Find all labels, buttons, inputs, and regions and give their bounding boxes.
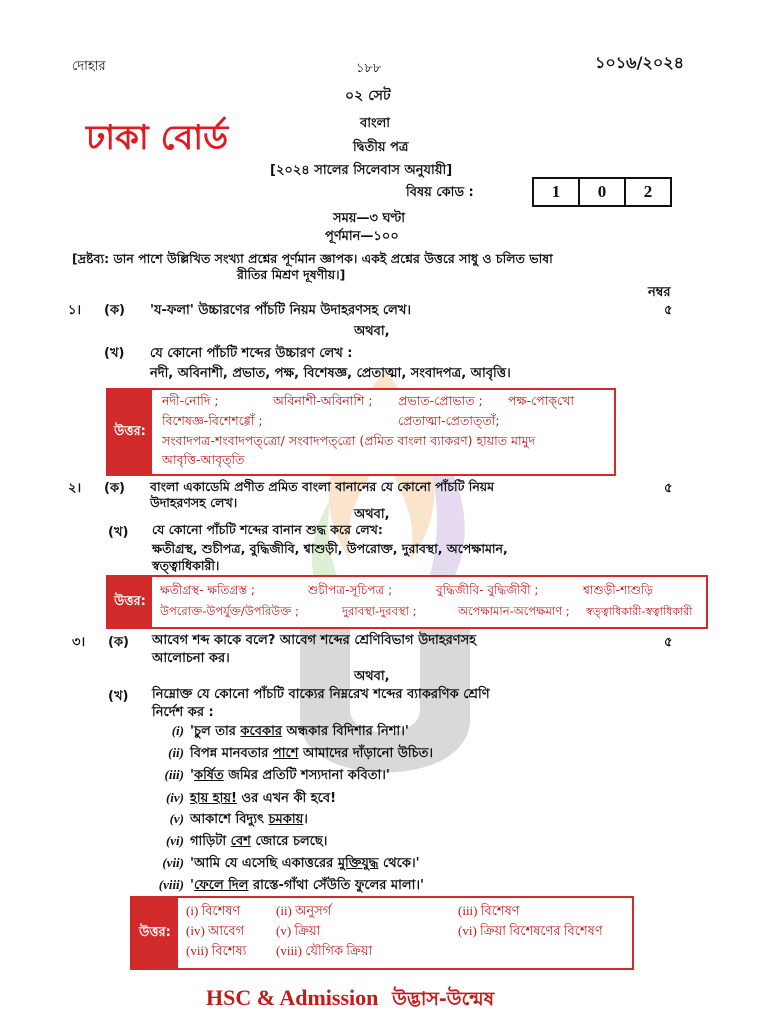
sentence-text: । bbox=[303, 812, 308, 827]
answer-text: শুচীপত্র-সূচিপত্র ; bbox=[308, 583, 393, 597]
q3-answer-box bbox=[130, 896, 634, 970]
answer-text: (v) ক্রিয়া bbox=[276, 923, 321, 938]
q2-b-label: (খ) bbox=[108, 525, 129, 540]
subject-code-label: বিষয় কোড : bbox=[406, 185, 474, 200]
instruction-line-2: রীতির মিশ্রণ দূষণীয়।] bbox=[237, 267, 346, 282]
answer-text: পক্ষ-পোক্‌খো bbox=[508, 393, 574, 408]
q3-sentence bbox=[148, 810, 308, 828]
answer-text: প্রেতাত্মা-প্রেতাত্‌তাঁ; bbox=[398, 413, 500, 428]
answer-text: (iii) বিশেষণ bbox=[458, 903, 520, 918]
answer-text: (vi) ক্রিয়া বিশেষণের বিশেষণ bbox=[458, 923, 603, 938]
answer-text: (vii) বিশেষ্য bbox=[186, 943, 247, 958]
sentence-text: অন্ধকার বিদিশার নিশা।' bbox=[282, 724, 409, 739]
footer-brand bbox=[206, 985, 494, 1017]
sentence-text: গাড়িটা bbox=[190, 834, 231, 849]
q1-answer-label: উত্তর: bbox=[108, 390, 152, 474]
subject-name: বাংলা bbox=[360, 116, 391, 131]
marks-column-header: নম্বর bbox=[648, 285, 671, 300]
q3-sentence bbox=[148, 744, 433, 762]
answer-text: নদী-নোদি ; bbox=[162, 393, 219, 408]
underlined-word: ফেলে দিল bbox=[193, 878, 249, 893]
sentence-text: জোরে চলছে। bbox=[250, 834, 328, 849]
q1-number: ১। bbox=[68, 303, 82, 318]
underlined-word: পাশে bbox=[272, 746, 299, 761]
header-left-text: দোহার bbox=[72, 59, 106, 74]
q3-a-text-1: আবেগ শব্দ কাকে বলে? আবেগ শব্দের শ্রেণিবিভাগ উদাহরণসহ bbox=[152, 633, 477, 648]
underlined-word: হায় হায়! bbox=[190, 791, 237, 806]
answer-text: আবৃত্তি-আবৃত্‌তি bbox=[162, 452, 245, 467]
underlined-word: কর্ষিত bbox=[193, 768, 224, 783]
q3-b-label: (খ) bbox=[108, 689, 129, 704]
q1-a-label: (ক) bbox=[104, 303, 125, 318]
q2-b-words-1: ক্ষতীগ্রস্থ, শুচীপত্র, বুদ্ধিজীবি, শ্বাশুড়ী, উপরোক্ত, দুরাবস্থা, অপেক্ষামান, bbox=[152, 541, 508, 556]
q3-number: ৩। bbox=[72, 635, 86, 650]
sentence-number: (iii) bbox=[164, 767, 184, 782]
sentence-text: 'আমি যে এসেছি একাত্তরের bbox=[190, 856, 338, 871]
footer-tagline: উদ্ভাস-উন্মেষ bbox=[392, 988, 495, 1010]
code-digit: 0 bbox=[580, 179, 626, 205]
q2-b-words-2: স্বত্ত্বাধিকারী। bbox=[152, 558, 220, 573]
sentence-number: (i) bbox=[171, 723, 184, 738]
q1-b-words: নদী, অবিনাশী, প্রভাত, পক্ষ, বিশেষজ্ঞ, প্রেতাত্মা, সংবাদপত্র, আবৃত্তি। bbox=[150, 366, 511, 381]
instruction-line-1: [দ্রষ্টব্য: ডান পাশে উল্লিখিত সংখ্যা প্রশ্নের পূর্ণমান জ্ঞাপক। একই প্রশ্নের উত্তরে সাধু ও চলিত ভাষা bbox=[72, 251, 553, 266]
sentence-text: রাস্তে-গাঁথা সেঁউতি ফুলের মালা।' bbox=[248, 878, 425, 893]
answer-text: (i) বিশেষণ bbox=[186, 903, 241, 918]
q1-answer-box bbox=[106, 388, 616, 476]
q2-or: অথবা, bbox=[354, 507, 390, 522]
q1-a-mark: ৫ bbox=[664, 303, 673, 318]
q3-a-label: (ক) bbox=[108, 635, 129, 650]
answer-text: দুরাবস্থা-দুরবস্থা ; bbox=[342, 604, 417, 618]
q2-b-text: যে কোনো পাঁচটি শব্দের বানান শুদ্ধ করে লেখ: bbox=[152, 522, 383, 537]
answer-text: উপরোক্ত-উপর্যুক্ত/উপরিউক্ত ; bbox=[160, 604, 299, 618]
underlined-word: বেশ bbox=[230, 834, 251, 849]
sentence-number: (viii) bbox=[158, 877, 184, 892]
answer-text: বিশেষজ্ঞ-বিশেশগ্গোঁ ; bbox=[162, 413, 263, 428]
sentence-text: বিপন্ন মানবতার bbox=[190, 746, 273, 761]
header-page-number: ১৮৮ bbox=[356, 61, 382, 76]
sentence-number: (vi) bbox=[165, 833, 184, 848]
q3-sentence bbox=[148, 876, 424, 894]
sentence-text: আমাদের দাঁড়ানো উচিত। bbox=[298, 746, 434, 761]
board-title: ঢাকা বোর্ড bbox=[86, 118, 229, 158]
q2-a-text-1: বাংলা একাডেমি প্রণীত প্রমিত বাংলা বানানের যে কোনো পাঁচটি নিয়ম bbox=[150, 479, 495, 494]
q2-a-text-2: উদাহরণসহ লেখ। bbox=[150, 495, 238, 510]
answer-text: শ্বাশুড়ী-শাশুড়ি bbox=[583, 583, 653, 597]
answer-text: ক্ষতীগ্রস্থ- ক্ষতিগ্রস্ত ; bbox=[160, 583, 255, 597]
answer-text: অবিনাশী-অবিনাশি ; bbox=[273, 393, 373, 408]
syllabus-note: [২০২৪ সালের সিলেবাস অনুযায়ী] bbox=[270, 163, 453, 178]
sentence-number: (vii) bbox=[162, 855, 184, 870]
q3-a-text-2: আলোচনা কর। bbox=[152, 651, 230, 666]
subject-code-box bbox=[532, 177, 672, 207]
set-label: ০২ সেট bbox=[345, 88, 391, 104]
sentence-text: 'চুল তার bbox=[190, 724, 241, 739]
sentence-text: আকাশে বিদ্যুৎ bbox=[190, 812, 269, 827]
sentence-text: ওর এখন কী হবে! bbox=[236, 791, 337, 806]
answer-text: অপেক্ষামান-অপেক্ষমাণ ; bbox=[458, 604, 570, 618]
q3-b-text-1: নিম্নোক্ত যে কোনো পাঁচটি বাক্যের নিম্নরেখ শব্দের ব্যাকরণিক শ্রেণি bbox=[152, 687, 490, 702]
q3-sentence bbox=[148, 766, 390, 784]
q3-or: অথবা, bbox=[354, 669, 390, 684]
underlined-word: মুক্তিযুদ্ধ bbox=[337, 856, 379, 871]
paper-name: দ্বিতীয় পত্র bbox=[353, 140, 409, 155]
answer-text: স্বত্ত্বাধিকারী-স্বত্বাধিকারী bbox=[586, 605, 693, 618]
sentence-text: জমির প্রতিটি শস্যদানা কবিতা।' bbox=[223, 768, 390, 783]
sentence-number: (iv) bbox=[165, 790, 184, 805]
sentence-text: ' bbox=[190, 768, 194, 783]
q1-b-text: যে কোনো পাঁচটি শব্দের উচ্চারণ লেখ : bbox=[150, 346, 353, 361]
header-reference-number: ১০১৬/২০২৪ bbox=[595, 53, 685, 72]
q1-a-text: 'য-ফলা' উচ্চারণের পাঁচটি নিয়ম উদাহরণসহ লেখ। bbox=[150, 303, 412, 318]
exam-time: সময়—৩ ঘণ্টা bbox=[333, 211, 406, 226]
sentence-text: ' bbox=[190, 878, 194, 893]
q3-b-text-2: নির্দেশ কর : bbox=[152, 705, 214, 720]
underlined-word: কবেকার bbox=[240, 724, 282, 739]
q2-a-label: (ক) bbox=[104, 481, 125, 496]
q2-answer-box bbox=[106, 575, 708, 629]
answer-text: বুদ্ধিজীবি- বুদ্ধিজীবী ; bbox=[436, 583, 539, 597]
q3-answer-label: উত্তর: bbox=[132, 898, 178, 968]
q2-a-mark: ৫ bbox=[664, 481, 673, 496]
sentence-text: থেকে।' bbox=[378, 856, 420, 871]
sentence-number: (ii) bbox=[168, 745, 184, 760]
underlined-word: চমকায় bbox=[268, 812, 304, 827]
q1-or: অথবা, bbox=[354, 324, 390, 339]
code-digit: 1 bbox=[534, 179, 580, 205]
footer-brand-text: HSC & Admission bbox=[206, 985, 379, 1010]
q2-number: ২। bbox=[68, 481, 82, 496]
answer-text: (ii) অনুসর্গ bbox=[276, 903, 332, 918]
q3-a-mark: ৫ bbox=[664, 635, 673, 650]
answer-text: (iv) আবেগ bbox=[186, 923, 245, 938]
code-digit: 2 bbox=[643, 182, 653, 201]
sentence-number: (v) bbox=[169, 811, 184, 826]
q3-sentence bbox=[148, 722, 409, 740]
answer-text: প্রভাত-প্রোভাত ; bbox=[398, 393, 483, 408]
answer-text: (viii) যৌগিক ক্রিয়া bbox=[276, 943, 373, 958]
q1-b-label: (খ) bbox=[104, 346, 125, 361]
full-marks: পূর্ণমান—১০০ bbox=[325, 229, 399, 244]
q3-sentence bbox=[148, 832, 327, 850]
q3-sentence bbox=[148, 789, 336, 807]
answer-text: সংবাদপত্র-শংবাদপত্‌ত্রো/ সংবাদপত্‌ত্রো (প্রমিত বাংলা ব্যাকরণ) হায়াত মামুদ bbox=[162, 433, 536, 448]
q3-sentence bbox=[148, 854, 420, 872]
q2-answer-label: উত্তর: bbox=[108, 577, 152, 627]
